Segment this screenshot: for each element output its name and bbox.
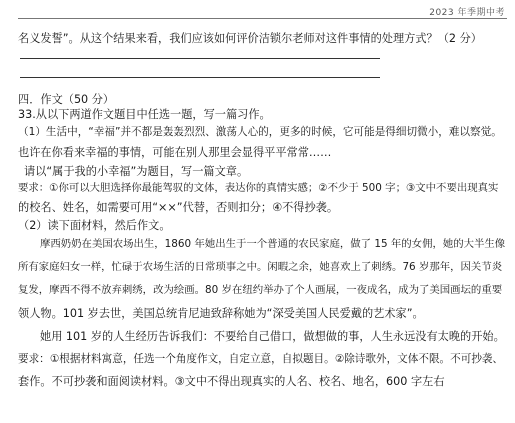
header-rule bbox=[18, 18, 507, 19]
answer-line-1 bbox=[20, 58, 380, 59]
prompt1-line2: 也许在你看来幸福的事情，可能在别人那里会显得平平常常…… bbox=[18, 146, 332, 159]
prompt1-requirement-1: 要求：①你可以大胆选择你最能驾驭的文体，表达你的真情实感；②不少于 500 字；③文中不要出现真实 bbox=[18, 182, 499, 194]
material-para-line-2: 所有家庭妇女一样，忙碌于农场生活的日常琐事之中。闲暇之余，她喜欢上了刺绣。76 岁那年，因关节炎 bbox=[18, 261, 503, 273]
prompt2-requirement-2: 套作。不可抄袭和面阅读材料。③文中不得出现真实的人名、校名、地名，600 字左右 bbox=[18, 375, 445, 388]
question-intro: 33.从以下两道作文题目中任选一题，写一篇习作。 bbox=[18, 108, 271, 121]
prompt1-requirement-2: 的校名、姓名，如需要可用“××”代替，否则扣分；④不得抄袭。 bbox=[18, 201, 339, 214]
material-para-line-1: 摩西奶奶在美国农场出生，1860 年她出生于一个普通的农民家庭，做了 15 年的女佣，她的大半生像 bbox=[40, 238, 506, 250]
exam-header-tag: 2023 年季期中考 bbox=[429, 8, 505, 18]
prompt2-requirement-1: 要求：①根据材料寓意，任选一个角度作文，自定立意，自拟题目。②除诗歌外，文体不限。不可抄袭、 bbox=[18, 353, 504, 365]
material-para-line-3: 复发，摩西不得不放弃刺绣，改为绘画。80 岁在纽约举办了个人画展，一夜成名，成为了美国画坛的重要 bbox=[18, 284, 503, 296]
prompt1-line1: （1）生活中，“幸福”并不都是轰轰烈烈、激荡人心的，更多的时候，它可能是得细切微小，难以察觉。 bbox=[18, 126, 502, 138]
section-title: 四．作文（50 分） bbox=[18, 93, 115, 106]
material-conclusion: 她用 101 岁的人生经历告诉我们：不要给自己借口，做想做的事，人生永远没有太晚的开始。 bbox=[40, 330, 505, 343]
prompt2-heading: （2）读下面材料，然后作文。 bbox=[18, 219, 171, 232]
prompt1-title-line: 请以“属于我的小幸福”为题目，写一篇文章。 bbox=[24, 165, 249, 178]
answer-line-2 bbox=[20, 77, 380, 78]
previous-question-tail: 名义发誓”。从这个结果来看，我们应该如何评价洁锁尔老师对这件事情的处理方式？（2 分） bbox=[18, 32, 482, 45]
material-para-line-4: 领人物。101 岁去世，美国总统肯尼迪致辞称她为“深受美国人民爱戴的艺术家”。 bbox=[18, 307, 424, 320]
